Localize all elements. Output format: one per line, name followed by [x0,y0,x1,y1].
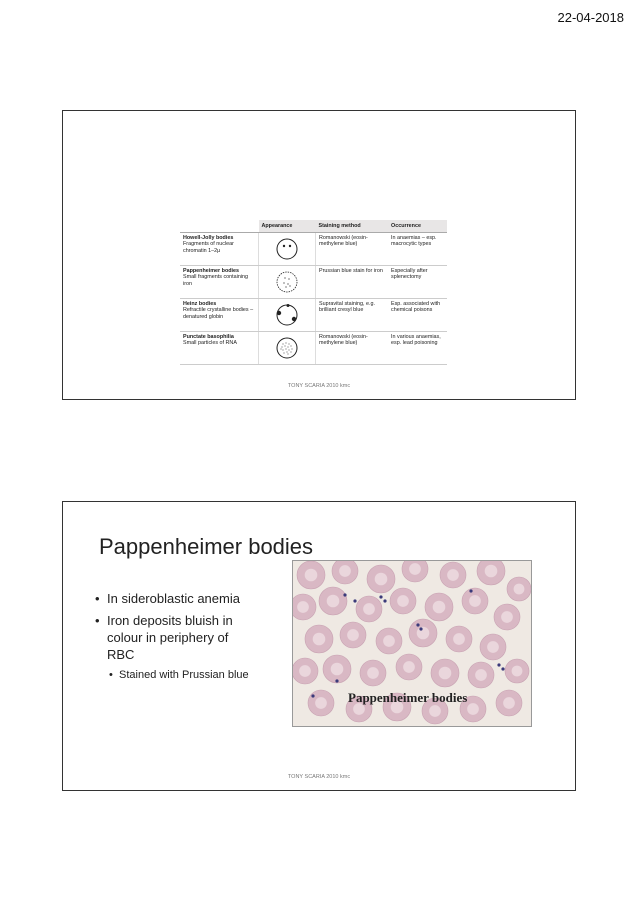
rbc-pallor [475,669,487,681]
bullet-item [107,668,253,682]
page-date: 22-04-2018 [557,10,624,25]
table-row [180,266,447,299]
bullet-item [93,590,253,607]
rbc-pallor [469,595,481,607]
row-desc: Small fragments containing iron [183,274,249,287]
table-cell-stain: Romanowski (eosin-methylene blue) [316,332,389,365]
punctate-cell-icon [259,332,316,365]
bullet-list [93,590,253,687]
table-header: Staining method [316,220,389,233]
rbc-pallor [315,697,327,709]
rbc-pallor [331,663,344,676]
rbc-pallor [467,703,479,715]
rbc-pallor [453,633,465,645]
bullet-item [93,612,253,663]
table-cell-occurrence: In various anaemias, esp. lead poisoning [388,332,447,365]
row-title: Punctate basophilia [183,334,234,340]
pappenheimer-cell-icon [259,266,316,299]
rbc-pallor [375,573,388,586]
slide-footer: TONY SCARIA 2010 kmc [287,383,351,389]
table-cell-stain: Supravital staining, e.g. brilliant cresyl blue [316,299,389,332]
rbc-pallor [383,635,395,647]
howell-jolly-cell-icon [259,233,316,266]
table-row [180,299,447,332]
bullet-dot-icon: • [95,591,100,606]
table-header: Appearance [259,220,316,233]
rbc-pallor [297,601,309,613]
pappenheimer-inclusion [311,694,314,697]
rbc-pallor [503,697,515,709]
pappenheimer-inclusion [353,599,356,602]
pappenheimer-inclusion [419,627,422,630]
pappenheimer-inclusion [335,679,338,682]
slide-1 [62,110,576,400]
bullet-dot-icon: • [109,669,113,681]
rbc-pallor [397,595,409,607]
rbc-pallor [403,661,415,673]
row-desc: Small particles of RNA [183,340,237,347]
micrograph-image [292,560,532,727]
table-cell-occurrence: In anaemias – esp. macrocytic types [388,233,447,266]
rbc-pallor [305,569,318,582]
row-title: Howell-Jolly bodies [183,235,234,241]
rbc-pallor [433,601,446,614]
bullet-text: Iron deposits bluish in colour in periphery of RBC [107,613,233,662]
pappenheimer-inclusion [497,663,500,666]
slide-2 [62,501,576,791]
pappenheimer-inclusion [383,599,386,602]
rbc-pallor [447,569,459,581]
pappenheimer-inclusion [501,667,504,670]
rbc-pallor [363,603,375,615]
rbc-pallor [339,565,351,577]
table-cell-name [180,233,259,266]
row-desc: Refractile crystalline bodies – denatured globin [183,307,254,320]
row-desc: Fragments of nuclear chromatin 1–2μ [183,241,234,254]
micrograph-label: Pappenheimer bodies [348,690,468,705]
inclusion-bodies-table [180,220,447,365]
rbc-pallor [512,666,523,677]
rbc-pallor [417,627,430,640]
rbc-pallor [501,611,513,623]
table-header [180,220,259,233]
slide-footer: TONY SCARIA 2010 kmc [287,774,351,780]
rbc-pallor [327,595,340,608]
table-cell-name [180,266,259,299]
table-cell-name [180,332,259,365]
table-row [180,233,447,266]
rbc-pallor [514,584,525,595]
pappenheimer-inclusion [416,623,419,626]
rbc-pallor [429,705,441,717]
heinz-cell-icon [259,299,316,332]
rbc-pallor [347,629,359,641]
pappenheimer-inclusion [343,593,346,596]
pappenheimer-inclusion [469,589,472,592]
rbc-pallor [367,667,379,679]
bullet-text: In sideroblastic anemia [107,591,240,606]
rbc-pallor [409,563,421,575]
pappenheimer-inclusion [379,595,382,598]
bullet-dot-icon: • [95,613,100,628]
row-title: Heinz bodies [183,301,217,307]
rbc-pallor [487,641,499,653]
bullet-text: Stained with Prussian blue [119,669,249,681]
table-cell-occurrence: Especially after splenectomy [388,266,447,299]
rbc-pallor [313,633,326,646]
table-cell-stain: Romanowski (eosin-methylene blue) [316,233,389,266]
table-cell-stain: Prussian blue stain for iron [316,266,389,299]
rbc-pallor [299,665,311,677]
table-header-row [180,220,447,233]
table-cell-occurrence: Esp. associated with chemical poisons [388,299,447,332]
table-header: Occurrence [388,220,447,233]
table-cell-name [180,299,259,332]
rbc-pallor [485,565,498,578]
slide-title: Pappenheimer bodies [99,534,314,559]
rbc-pallor [439,667,452,680]
table-row [180,332,447,365]
row-title: Pappenheimer bodies [183,268,240,274]
